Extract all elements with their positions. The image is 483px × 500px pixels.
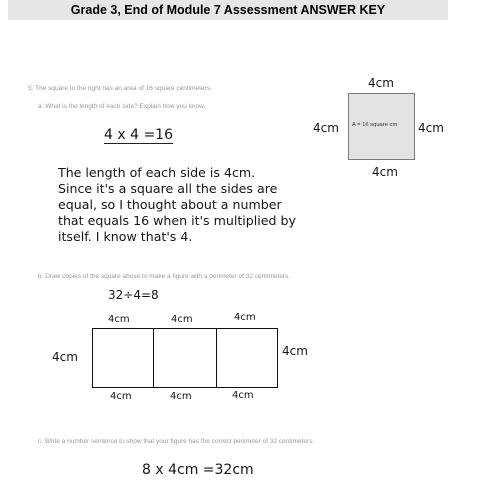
page-title: Grade 3, End of Module 7 Assessment ANSWER KEY [8, 0, 448, 20]
square-right-label: 4cm [418, 121, 444, 135]
figure-square-1 [92, 328, 154, 388]
figure-bottom-label: 4cm [232, 390, 254, 401]
explanation-line: itself. I know that's 4. [58, 229, 193, 244]
area-square-label: A = 16 square cm [352, 122, 398, 128]
figure-right-label: 4cm [282, 344, 308, 358]
square-bottom-label: 4cm [372, 165, 398, 179]
figure-bottom-label: 4cm [170, 391, 192, 402]
figure-top-label: 4cm [234, 312, 256, 323]
figure-square-3 [216, 328, 278, 388]
question-5-prompt: 5. The square to the right has an area of 16 square centimeters. [28, 85, 212, 92]
explanation-line: The length of each side is 4cm. [58, 165, 256, 180]
part-b-prompt: b. Draw copies of the square above to make a figure with a perimeter of 32 centimeters. [38, 273, 291, 280]
square-left-label: 4cm [313, 121, 339, 135]
figure-left-label: 4cm [52, 350, 78, 364]
answer-c-equation: 8 x 4cm =32cm [142, 462, 254, 478]
figure-top-label: 4cm [108, 314, 130, 325]
explanation-line: that equals 16 when it's multiplied by [58, 213, 296, 228]
figure-bottom-label: 4cm [110, 391, 132, 402]
part-c-prompt: c. Write a number sentence to show that your figure has the correct perimeter of 32 centimeters. [38, 438, 315, 445]
figure-square-2 [153, 328, 217, 388]
square-top-label: 4cm [368, 76, 394, 90]
answer-a-explanation [58, 165, 296, 245]
answer-b-equation: 32÷4=8 [108, 288, 159, 302]
part-a-prompt: a. What is the length of each side? Explain how you know. [38, 103, 206, 110]
explanation-line: Since it's a square all the sides are [58, 181, 278, 196]
explanation-line: equal, so I thought about a number [58, 197, 282, 212]
figure-top-label: 4cm [171, 314, 193, 325]
answer-a-equation: 4 x 4 =16 [104, 127, 173, 143]
